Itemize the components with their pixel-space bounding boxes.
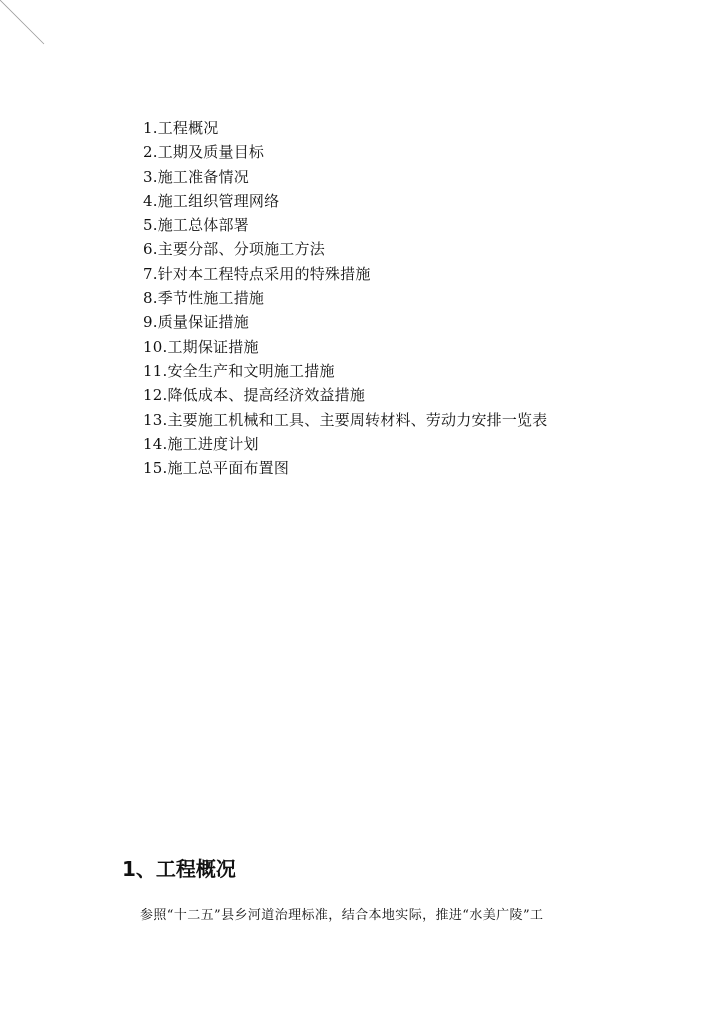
toc-item: 10.工期保证措施 — [143, 337, 259, 356]
toc-item: 5.施工总体部署 — [143, 216, 249, 235]
toc-item: 14.施工进度计划 — [143, 434, 259, 453]
toc-item: 15.施工总平面布置图 — [143, 459, 290, 478]
toc-item: 4.施工组织管理网络 — [143, 191, 280, 210]
toc-item: 7.针对本工程特点采用的特殊措施 — [143, 264, 371, 283]
toc-item: 11.安全生产和文明施工措施 — [143, 361, 335, 380]
toc-item: 6.主要分部、分项施工方法 — [143, 240, 325, 259]
toc-item: 13.主要施工机械和工具、主要周转材料、劳动力安排一览表 — [143, 410, 548, 429]
toc-item: 2.工期及质量目标 — [143, 143, 265, 162]
toc-item: 3.施工准备情况 — [143, 167, 249, 186]
toc-item: 1.工程概况 — [143, 119, 219, 137]
section-paragraph: 参照“十二五”县乡河道治理标准，结合本地实际，推进“水美广陵”工 — [140, 908, 544, 923]
section-heading: 1、工程概况 — [122, 857, 236, 881]
page-corner-fold-mark — [0, 0, 48, 48]
toc-item: 9.质量保证措施 — [143, 313, 249, 332]
table-of-contents — [143, 116, 547, 480]
toc-item: 8.季节性施工措施 — [143, 289, 265, 308]
toc-item: 12.降低成本、提高经济效益措施 — [143, 386, 366, 405]
